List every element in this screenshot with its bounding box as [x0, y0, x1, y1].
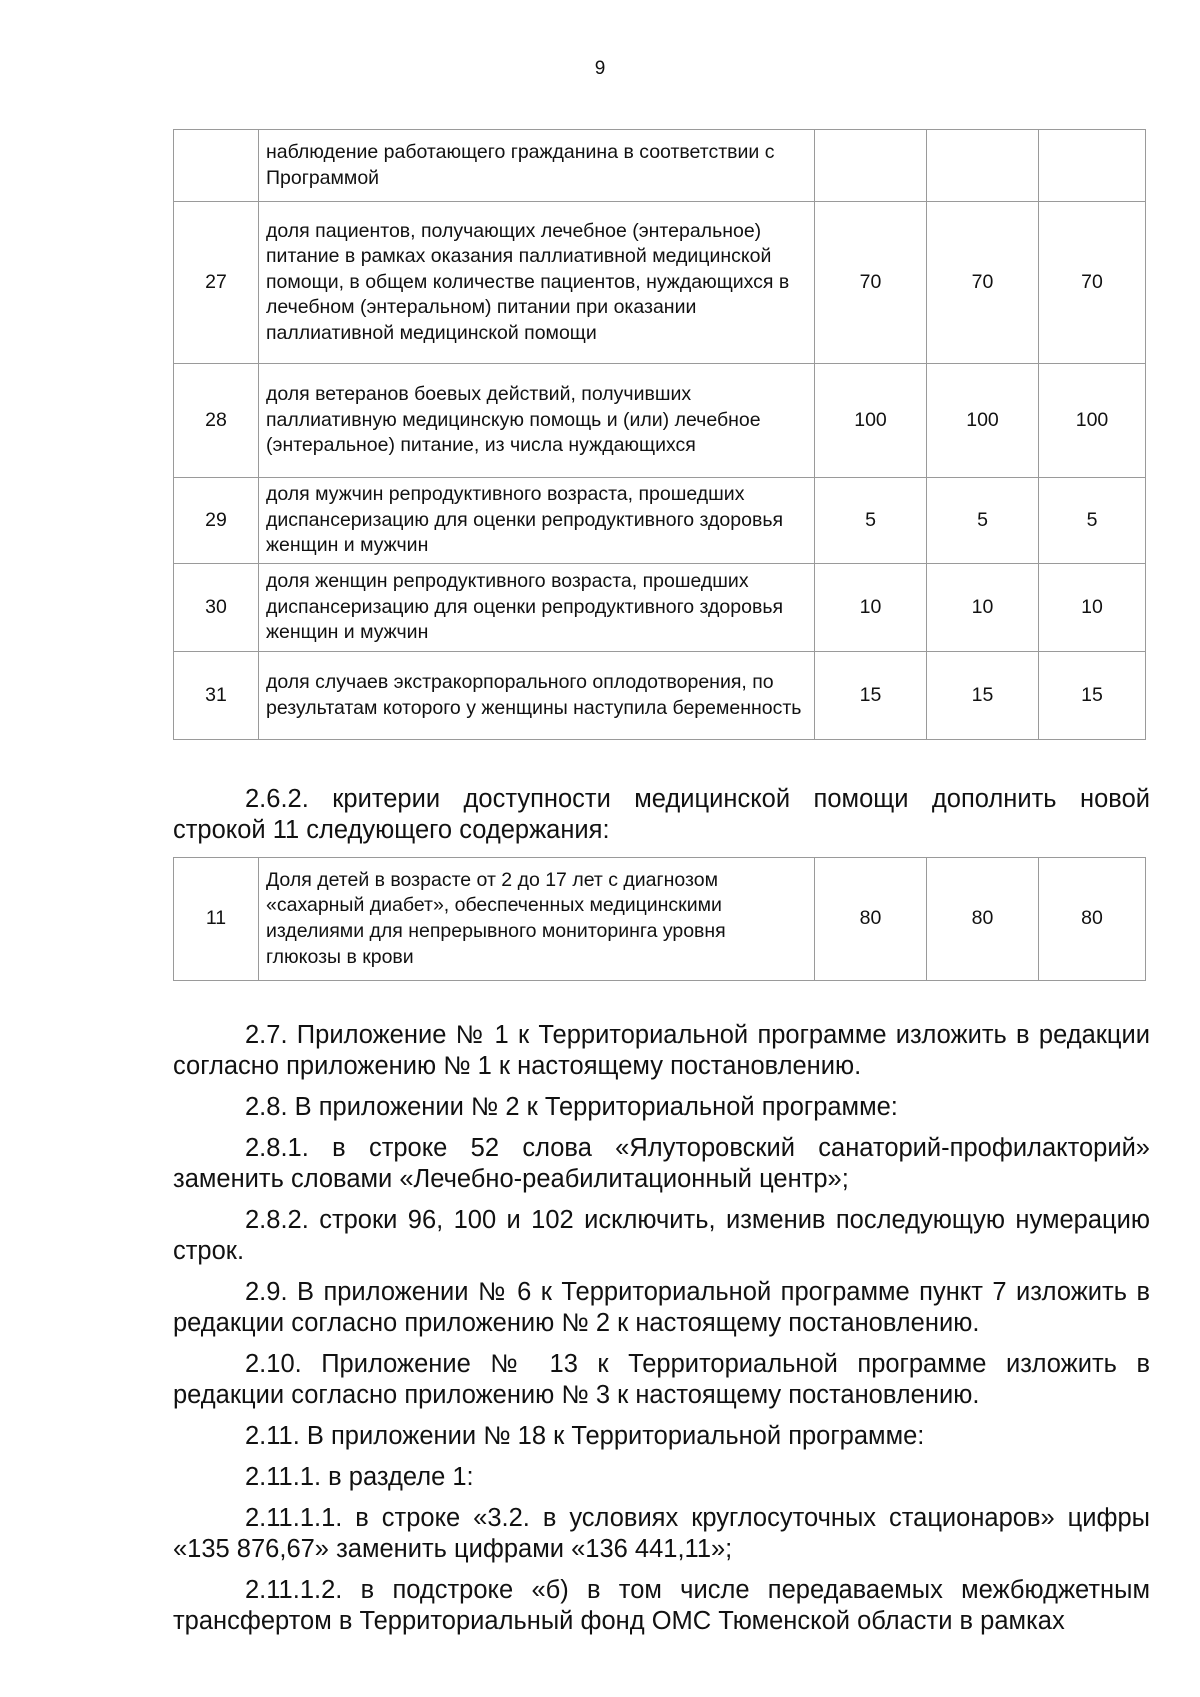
row-value-1: [815, 130, 927, 202]
row-number: 27: [174, 202, 259, 364]
table-row: [174, 564, 1146, 652]
row-value-3: 10: [1039, 564, 1146, 652]
row-value-2: 10: [927, 564, 1039, 652]
row-value-1: 5: [815, 478, 927, 564]
row-number: 31: [174, 652, 259, 740]
paragraph: 2.9. В приложении № 6 к Территориальной программе пункт 7 изложить в редакции согласно приложению № 2 к настоящему постановлению.: [173, 1278, 1150, 1337]
accessibility-table: [173, 857, 1146, 981]
table-row: [174, 130, 1146, 202]
row-value-3: 70: [1039, 202, 1146, 364]
row-value-3: 15: [1039, 652, 1146, 740]
row-description: наблюдение работающего гражданина в соответствии с Программой: [259, 130, 815, 202]
row-value-2: 15: [927, 652, 1039, 740]
row-value-1: 80: [815, 858, 927, 981]
paragraph: 2.8. В приложении № 2 к Территориальной программе:: [245, 1093, 898, 1121]
row-value-1: 15: [815, 652, 927, 740]
row-value-2: 100: [927, 364, 1039, 478]
table-row: [174, 478, 1146, 564]
paragraph: 2.11. В приложении № 18 к Территориальной программе:: [245, 1422, 925, 1450]
paragraph: 2.11.1.1. в строке «3.2. в условиях круглосуточных стационаров» цифры «135 876,67» заменить цифрами «136 441,11»;: [173, 1504, 1150, 1563]
row-number: 29: [174, 478, 259, 564]
paragraph: 2.6.2. критерии доступности медицинской помощи дополнить новой строкой 11 следующего содержания:: [173, 785, 1150, 844]
row-value-2: 5: [927, 478, 1039, 564]
row-value-2: 70: [927, 202, 1039, 364]
paragraph: 2.11.1.2. в подстроке «б) в том числе передаваемых межбюджетным трансфертом в Территориальный фонд ОМС Тюменской области в рамках: [173, 1576, 1150, 1635]
table-row: [174, 364, 1146, 478]
table-row: [174, 858, 1146, 981]
row-number: 30: [174, 564, 259, 652]
paragraph: 2.11.1. в разделе 1:: [245, 1463, 474, 1491]
table-row: [174, 652, 1146, 740]
row-value-2: 80: [927, 858, 1039, 981]
row-value-2: [927, 130, 1039, 202]
row-value-1: 70: [815, 202, 927, 364]
table-row: [174, 202, 1146, 364]
row-number: 28: [174, 364, 259, 478]
row-value-3: 5: [1039, 478, 1146, 564]
page-number: 9: [594, 58, 606, 79]
row-number: [174, 130, 259, 202]
row-description: доля ветеранов боевых действий, получивших паллиативную медицинскую помощь и (или) лечебное (энтеральное) питание, из числа нуждающихся: [259, 364, 815, 478]
paragraph: 2.7. Приложение № 1 к Территориальной программе изложить в редакции согласно приложению № 1 к настоящему постановлению.: [173, 1021, 1150, 1080]
row-value-3: [1039, 130, 1146, 202]
row-value-3: 80: [1039, 858, 1146, 981]
row-description: доля случаев экстракорпорального оплодотворения, по результатам которого у женщины наступила беременность: [259, 652, 815, 740]
row-value-3: 100: [1039, 364, 1146, 478]
row-number: 11: [174, 858, 259, 981]
paragraph: 2.8.2. строки 96, 100 и 102 исключить, изменив последующую нумерацию строк.: [173, 1206, 1150, 1265]
row-value-1: 10: [815, 564, 927, 652]
paragraph: 2.8.1. в строке 52 слова «Ялуторовский санаторий-профилакторий» заменить словами «Лечебно-реабилитационный центр»;: [173, 1134, 1150, 1193]
row-description: доля пациентов, получающих лечебное (энтеральное) питание в рамках оказания паллиативной медицинской помощи, в общем количестве пациентов, нуждающихся в лечебном (энтеральном) питании при оказании паллиативной медицинской помощи: [259, 202, 815, 364]
row-description: доля мужчин репродуктивного возраста, прошедших диспансеризацию для оценки репродуктивного здоровья женщин и мужчин: [259, 478, 815, 564]
body-paragraphs: [173, 1020, 1150, 1647]
row-description: доля женщин репродуктивного возраста, прошедших диспансеризацию для оценки репродуктивного здоровья женщин и мужчин: [259, 564, 815, 652]
paragraph-2-6-2: [173, 784, 1150, 856]
paragraph: 2.10. Приложение № 13 к Территориальной программе изложить в редакции согласно приложению № 3 к настоящему постановлению.: [173, 1350, 1150, 1409]
row-description: Доля детей в возрасте от 2 до 17 лет с диагнозом «сахарный диабет», обеспеченных медицинскими изделиями для непрерывного мониторинга уровня глюкозы в крови: [259, 858, 815, 981]
row-value-1: 100: [815, 364, 927, 478]
criteria-table: [173, 129, 1146, 740]
